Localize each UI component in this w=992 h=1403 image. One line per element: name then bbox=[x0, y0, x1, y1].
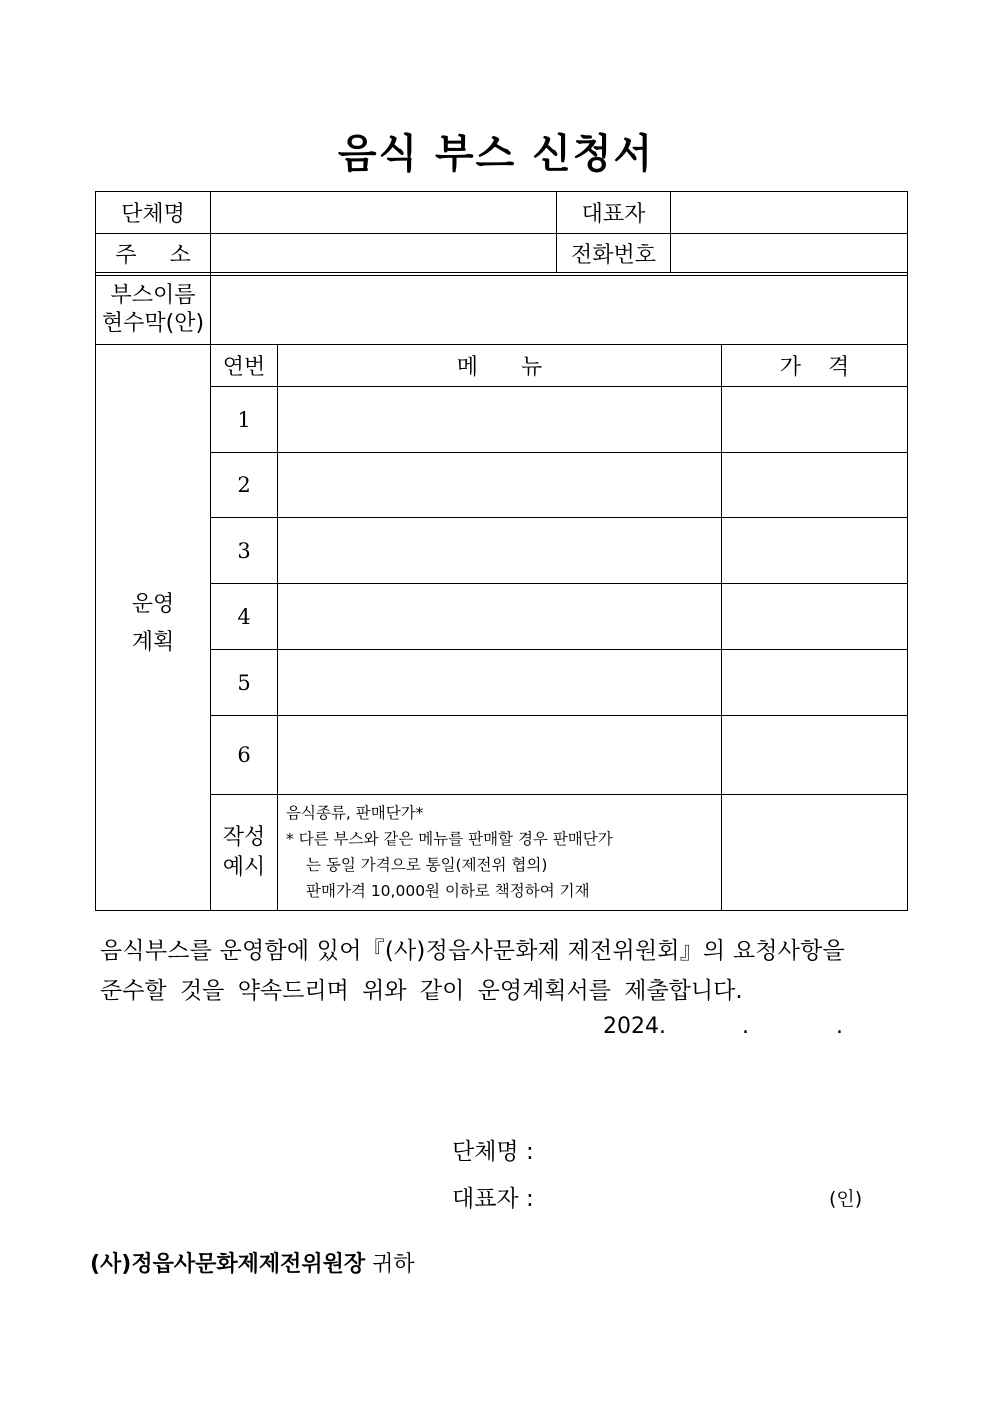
statement-line-2: 준수할 것을 약속드리며 위와 같이 운영계획서를 제출합니다. bbox=[100, 978, 743, 1004]
row-number: 2 bbox=[237, 473, 251, 497]
row-number: 5 bbox=[237, 670, 251, 695]
row-number: 1 bbox=[237, 407, 251, 432]
address-field[interactable] bbox=[212, 236, 554, 270]
menu-field[interactable] bbox=[280, 389, 719, 450]
menu-field[interactable] bbox=[280, 652, 719, 713]
example-label: 작성 예시 bbox=[222, 824, 266, 880]
org-name-field[interactable] bbox=[212, 194, 554, 231]
statement-line-1: 음식부스를 운영함에 있어『(사)정읍사문화제 제전위원회』의 요청사항을 bbox=[100, 938, 845, 964]
price-field[interactable] bbox=[724, 718, 905, 792]
org-name-label: 단체명 bbox=[121, 202, 185, 227]
price-field[interactable] bbox=[724, 455, 905, 515]
signature-rep-label: 대표자 : bbox=[452, 1186, 534, 1212]
menu-field[interactable] bbox=[280, 718, 719, 792]
document-title: 음식 부스 신청서 bbox=[337, 131, 655, 177]
representative-field[interactable] bbox=[672, 194, 905, 231]
addressee-name: (사)정읍사문화제제전위원장 bbox=[90, 1252, 366, 1277]
price-field[interactable] bbox=[724, 389, 905, 450]
representative-label: 대표자 bbox=[581, 202, 646, 227]
phone-field[interactable] bbox=[672, 236, 905, 270]
column-header-menu: 메 뉴 bbox=[456, 355, 543, 380]
row-number: 4 bbox=[237, 604, 251, 629]
row-number: 6 bbox=[237, 743, 251, 767]
price-field[interactable] bbox=[724, 520, 905, 581]
date-year: 2024. bbox=[603, 1014, 666, 1039]
menu-field[interactable] bbox=[280, 455, 719, 515]
seal-mark: (인) bbox=[829, 1188, 863, 1210]
booth-name-label: 부스이름 현수막(안) bbox=[101, 283, 205, 336]
menu-field[interactable] bbox=[280, 586, 719, 647]
address-label: 주 소 bbox=[115, 242, 191, 268]
column-header-price: 가 격 bbox=[779, 355, 850, 380]
addressee-suffix: 귀하 bbox=[372, 1252, 415, 1277]
signature-org-label: 단체명 : bbox=[452, 1139, 534, 1165]
date-month-dot: . bbox=[742, 1014, 749, 1039]
phone-label: 전화번호 bbox=[570, 242, 656, 268]
row-number: 3 bbox=[237, 538, 251, 563]
operation-plan-label: 운영 계획 bbox=[131, 591, 175, 655]
booth-name-field[interactable] bbox=[212, 278, 905, 342]
price-field[interactable] bbox=[724, 652, 905, 713]
menu-field[interactable] bbox=[280, 520, 719, 581]
addressee bbox=[90, 1247, 415, 1278]
price-field[interactable] bbox=[724, 586, 905, 647]
date-day-dot: . bbox=[836, 1014, 843, 1039]
example-instructions: 음식종류, 판매단가* * 다른 부스와 같은 메뉴를 판매할 경우 판매단가 는 동일 가격으로 통일(제전위 협의) 판매가격 10,000원 이하로 책정하여 기재 bbox=[286, 804, 613, 900]
column-header-number: 연번 bbox=[222, 355, 266, 380]
